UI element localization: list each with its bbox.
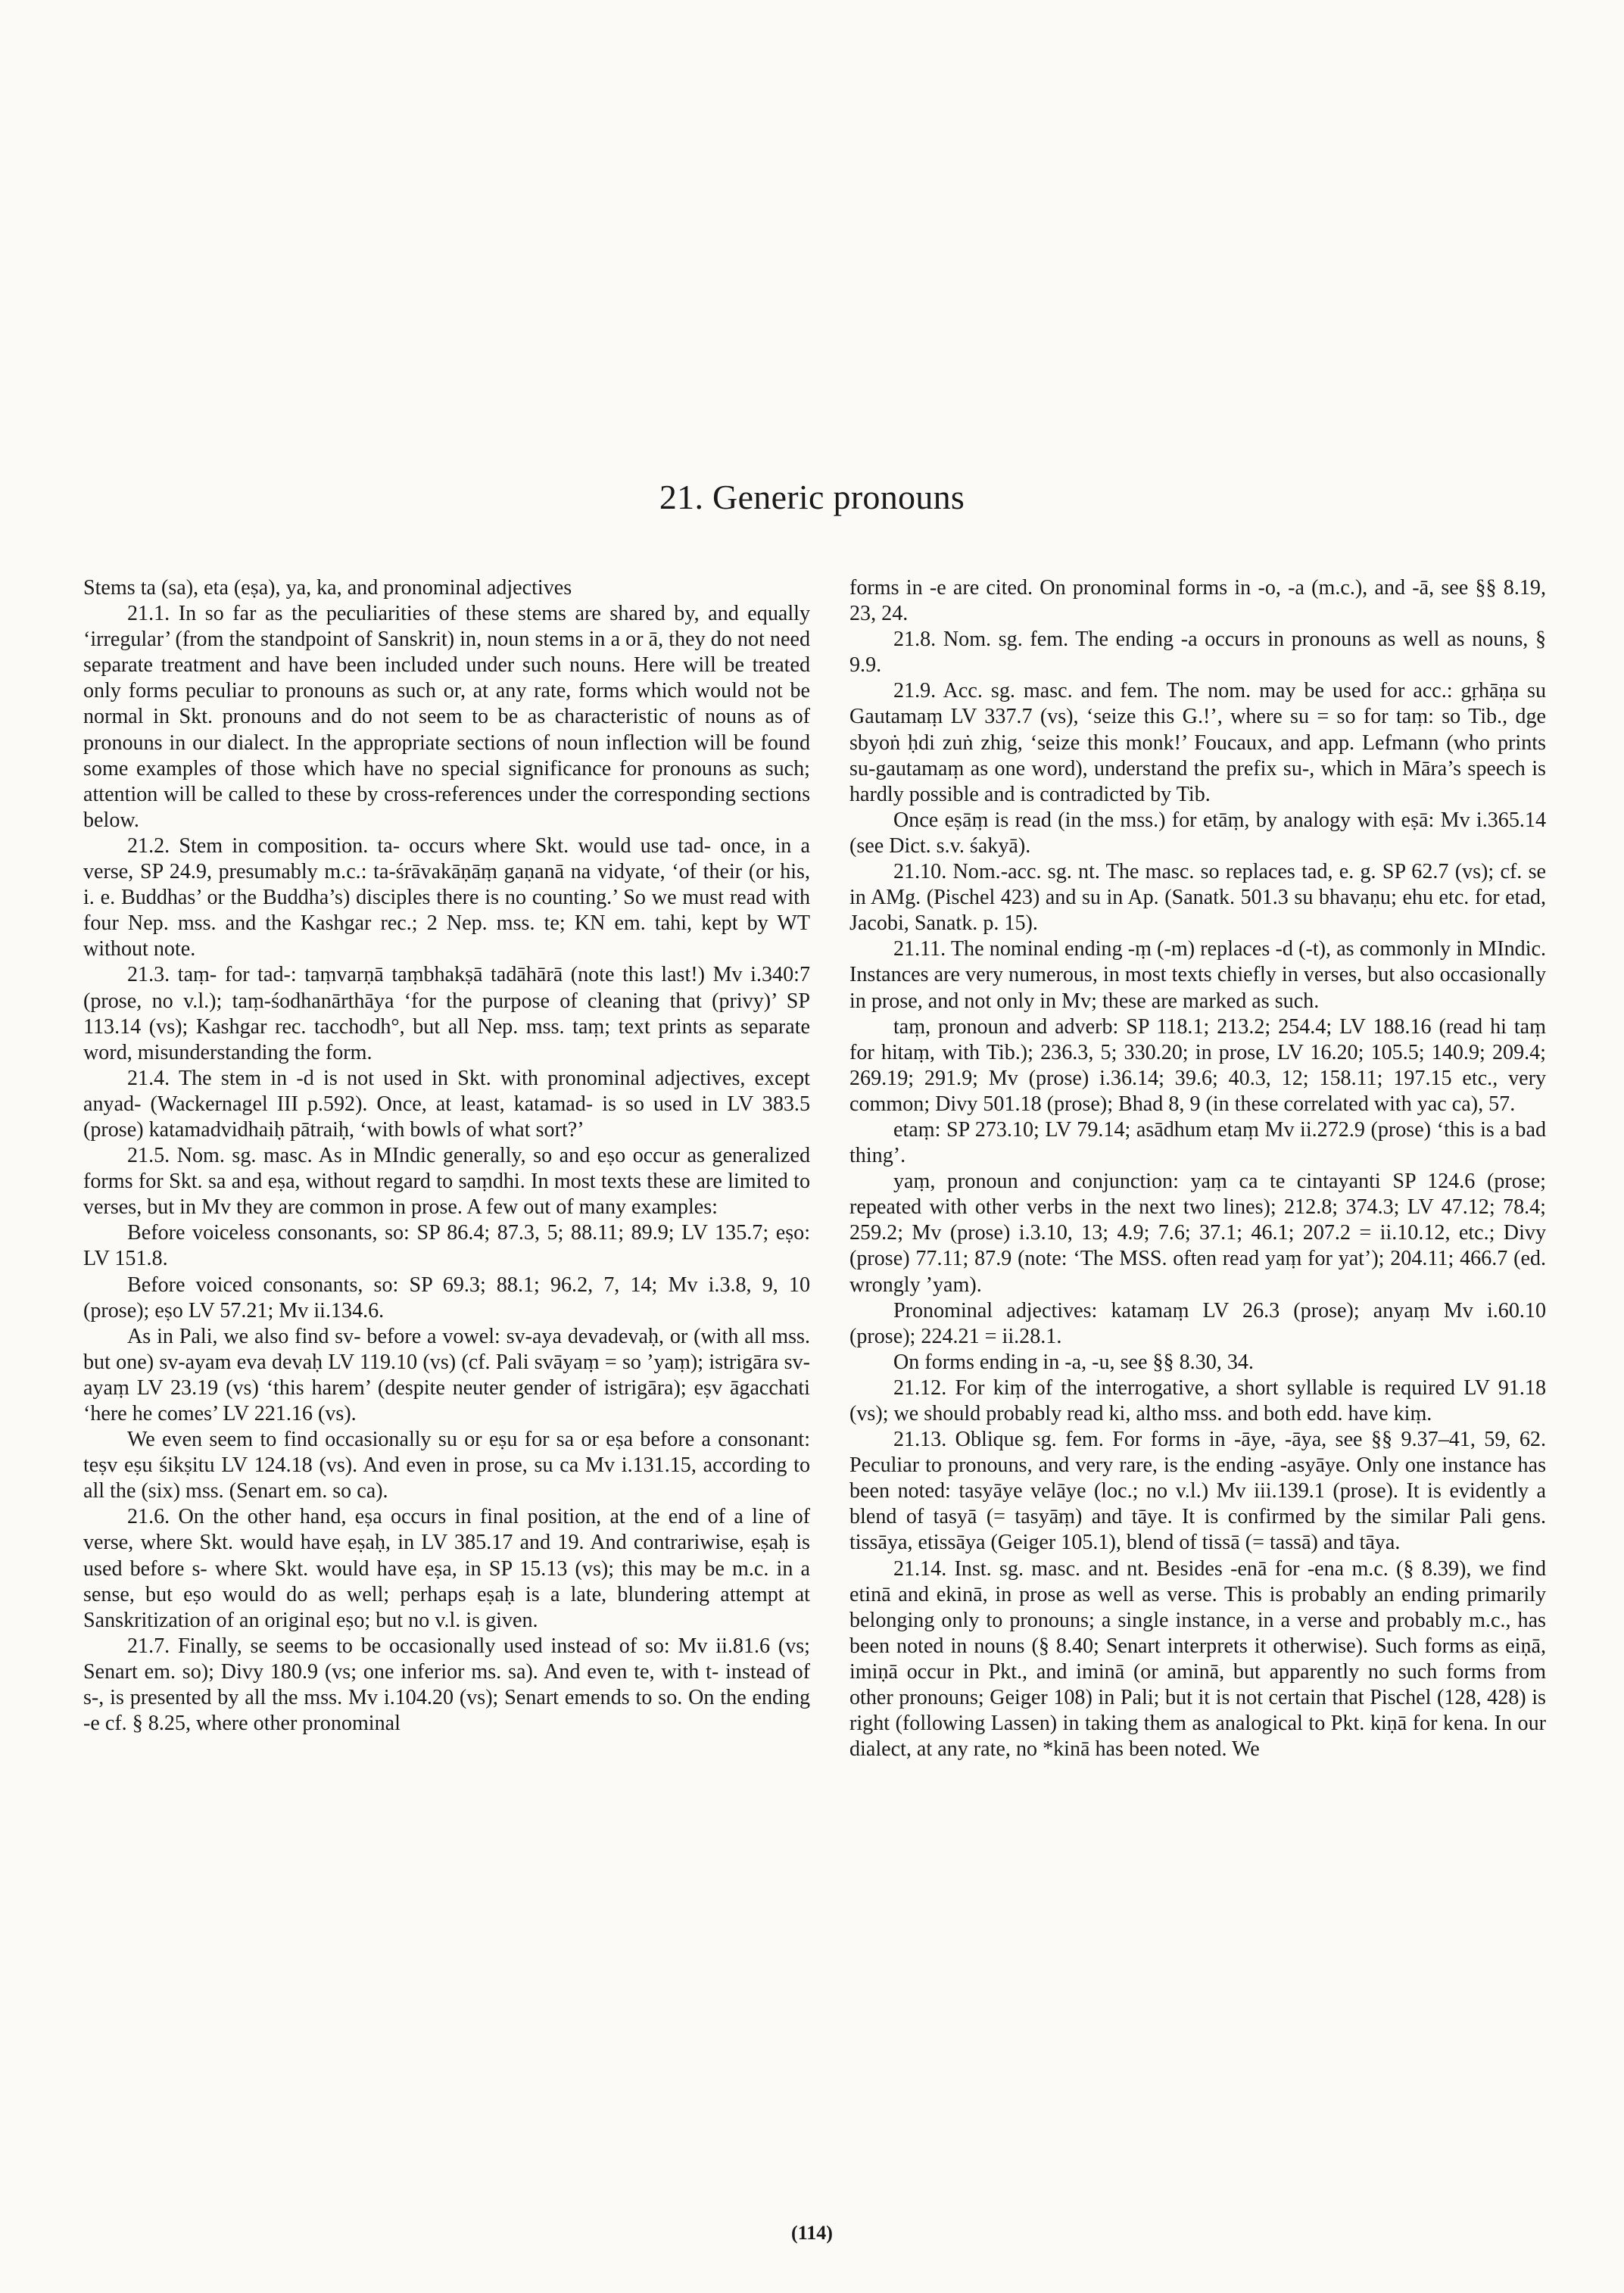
paragraph: taṃ, pronoun and adverb: SP 118.1; 213.2; 254.4; LV 188.16 (read hi taṃ for hitaṃ, with Tib.); 236.3, 5; 330.20; in prose, LV 16.20; 105.5; 140.9; 209.4; 269.19; 291.9; Mv (prose) i.36.14; 39.6; 40.3, 12; 158.11; 197.15 etc., very common; Divy 501.18 (prose); Bhad 8, 9 (in these correlated with yac ca), 57. xyxy=(849,1014,1546,1116)
paragraph: yaṃ, pronoun and conjunction: yaṃ ca te cintayanti SP 124.6 (prose; repeated with other verbs in the next two lines); 212.8; 374.3; LV 47.12; 78.4; 259.2; Mv (prose) i.3.10, 13; 4.9; 7.6; 37.1; 46.1; 207.2 = ii.10.12, etc.; Divy (prose) 77.11; 87.9 (note: ‘The MSS. often read yaṃ for yat’); 204.11; 466.7 (ed. wrongly ’yam). xyxy=(849,1170,1546,1297)
chapter-title: 21. Generic pronouns xyxy=(659,478,965,516)
paragraph: forms in -e are cited. On pronominal forms in -o, -a (m.c.), and -ā, see §§ 8.19, 23, 24. xyxy=(849,576,1546,626)
paragraph: 21.7. Finally, se seems to be occasionally used instead of so: Mv ii.81.6 (vs; Senart em. so); Divy 180.9 (vs; one inferior ms. sa). And even te, with t- instead of s-, is presented by all the mss. Mv i.104.20 (vs); Senart emends to so. On the ending -e cf. § 8.25, where other pronominal xyxy=(83,1634,810,1736)
paragraph: 21.8. Nom. sg. fem. The ending -a occurs in pronouns as well as nouns, § 9.9. xyxy=(849,628,1546,678)
paragraph: 21.3. taṃ- for tad-: taṃvarṇā taṃbhakṣā tadāhārā (note this last!) Mv i.340:7 (prose, no v.l.); taṃ-śodhanārthāya ‘for the purpose of cleaning that (privy)’ SP 113.14 (vs); Kashgar rec. tacchodh°, but all Nep. mss. taṃ; text prints as separate word, misunderstanding the form. xyxy=(83,963,810,1064)
paragraph: 21.1. In so far as the peculiarities of these stems are shared by, and equally ‘irregular’ (from the standpoint of Sanskrit) in, noun stems in a or ā, they do not need separate treatment and have been included under such nouns. Here will be treated only forms peculiar to pronouns as such or, at any rate, forms which would not be normal in Skt. pronouns and do not seem to be as characteristic of nouns as of pronouns in our dialect. In the appropriate sections of noun inflection will be found some examples of those which have no special significance for pronouns as such; attention will be called to these by cross-references under the corresponding sections below. xyxy=(83,602,810,832)
paragraph: Pronominal adjectives: katamaṃ LV 26.3 (prose); anyaṃ Mv i.60.10 (prose); 224.21 = ii.28.1. xyxy=(849,1298,1546,1348)
paragraph: 21.13. Oblique sg. fem. For forms in -āye, -āya, see §§ 9.37–41, 59, 62. Peculiar to pronouns, and very rare, is the ending -asyāye. Only one instance has been noted: tasyāye velāye (loc.; no v.l.) Mv iii.139.1 (prose). It is evidently a blend of tasyā (= tasyāṃ) and tāye. It is confirmed by the similar Pali gens. tissāya, etissāya (Geiger 105.1), blend of tissā (= tassā) and tāya. xyxy=(849,1428,1546,1555)
left-column xyxy=(83,575,810,1737)
paragraph: Before voiced consonants, so: SP 69.3; 88.1; 96.2, 7, 14; Mv i.3.8, 9, 10 (prose); eṣo LV 57.21; Mv ii.134.6. xyxy=(83,1273,810,1323)
paragraph: As in Pali, we also find sv- before a vowel: sv-aya devadevaḥ, or (with all mss. but one) sv-ayam eva devaḥ LV 119.10 (vs) (cf. Pali svāyaṃ = so ’yaṃ); istrigāra sv-ayaṃ LV 23.19 (vs) ‘this harem’ (despite neuter gender of istrigāra); eṣv āgacchati ‘here he comes’ LV 221.16 (vs). xyxy=(83,1324,810,1425)
paragraph: 21.5. Nom. sg. masc. As in MIndic generally, so and eṣo occur as generalized forms for Skt. sa and eṣa, without regard to saṃdhi. In most texts these are limited to verses, but in Mv they are common in prose. A few out of many examples: xyxy=(83,1144,810,1220)
page-number: (114) xyxy=(791,2222,833,2244)
paragraph: 21.14. Inst. sg. masc. and nt. Besides -enā for -ena m.c. (§ 8.39), we find etinā and ekinā, in prose as well as verse. This is probably an ending primarily belonging only to pronouns; a single instance, in a verse and probably m.c., has been noted in nouns (§ 8.40; Senart interprets it otherwise). Such forms as eiṇā, imiṇā occur in Pkt., and iminā (or aminā, but apparently no such forms from other pronouns; Geiger 108) in Pali; but it is not certain that Pischel (128, 428) is right (following Lassen) in taking them as analogical to Pkt. kiṇā for kena. In our dialect, at any rate, no *kinā has been noted. We xyxy=(849,1556,1546,1762)
paragraph: 21.2. Stem in composition. ta- occurs where Skt. would use tad- once, in a verse, SP 24.9, presumably m.c.: ta-śrāvakāṇāṃ gaṇanā na vidyate, ‘of their (or his, i. e. Buddhas’ or the Buddha’s) disciples there is no counting.’ So we must read with four Nep. mss. and the Kashgar rec.; 2 Nep. mss. te; KN em. tahi, kept by WT without note. xyxy=(83,833,810,961)
paragraph: Once eṣāṃ is read (in the mss.) for etāṃ, by analogy with eṣā: Mv i.365.14 (see Dict. s.v. śakyā). xyxy=(849,808,1546,858)
paragraph: 21.9. Acc. sg. masc. and fem. The nom. may be used for acc.: gṛhāṇa su Gautamaṃ LV 337.7 (vs), ‘seize this G.!’, where su = so for taṃ: so Tib., dge sbyoṅ ḥdi zuṅ zhig, ‘seize this monk!’ Foucaux, and app. Lefmann (who prints su-gautamaṃ as one word), understand the prefix su-, which in Māra’s speech is hardly possible and is contradicted by Tib. xyxy=(849,679,1546,806)
section-subtitle: Stems ta (sa), eta (eṣa), ya, ka, and pronominal adjectives xyxy=(83,576,572,600)
paragraph: On forms ending in -a, -u, see §§ 8.30, 34. xyxy=(893,1350,1254,1374)
paragraph: 21.11. The nominal ending -ṃ (-m) replaces -d (-t), as commonly in MIndic. Instances are very numerous, in most texts chiefly in verses, but also occasionally in prose, and not only in Mv; these are marked as such. xyxy=(849,937,1546,1013)
paragraph: 21.12. For kiṃ of the interrogative, a short syllable is required LV 91.18 (vs); we should probably read ki, altho mss. and both edd. have kiṃ. xyxy=(849,1375,1546,1425)
paragraph: We even seem to find occasionally su or eṣu for sa or eṣa before a consonant: teṣv eṣu śikṣitu LV 124.18 (vs). And even in prose, su ca Mv i.131.15, according to all the (six) mss. (Senart em. so ca). xyxy=(83,1428,810,1503)
paragraph: 21.6. On the other hand, eṣa occurs in final position, at the end of a line of verse, where Skt. would have eṣaḥ, in LV 385.17 and 19. And contrariwise, eṣaḥ is used before s- where Skt. would have eṣa, in SP 15.13 (vs); this may be m.c. in a sense, but eṣo would do as well; perhaps eṣaḥ is a late, blundering attempt at Sanskritization of an original eṣo; but no v.l. is given. xyxy=(83,1505,810,1632)
right-column xyxy=(849,575,1546,1762)
paragraph: Before voiceless consonants, so: SP 86.4; 87.3, 5; 88.11; 89.9; LV 135.7; eṣo: LV 151.8. xyxy=(83,1221,810,1271)
paragraph: etaṃ: SP 273.10; LV 79.14; asādhum etaṃ Mv ii.272.9 (prose) ‘this is a bad thing’. xyxy=(849,1117,1546,1168)
paragraph: 21.10. Nom.-acc. sg. nt. The masc. so replaces tad, e. g. SP 62.7 (vs); cf. se in AMg. (Pischel 423) and su in Ap. (Sanatk. 501.3 su bhavaṇu; ehu etc. for etad, Jacobi, Sanatk. p. 15). xyxy=(849,860,1546,936)
paragraph: 21.4. The stem in -d is not used in Skt. with pronominal adjectives, except anyad- (Wackernagel III p.592). Once, at least, katamad- is so used in LV 383.5 (prose) katamadvidhaiḥ pātraiḥ, ‘with bowls of what sort?’ xyxy=(83,1066,810,1142)
